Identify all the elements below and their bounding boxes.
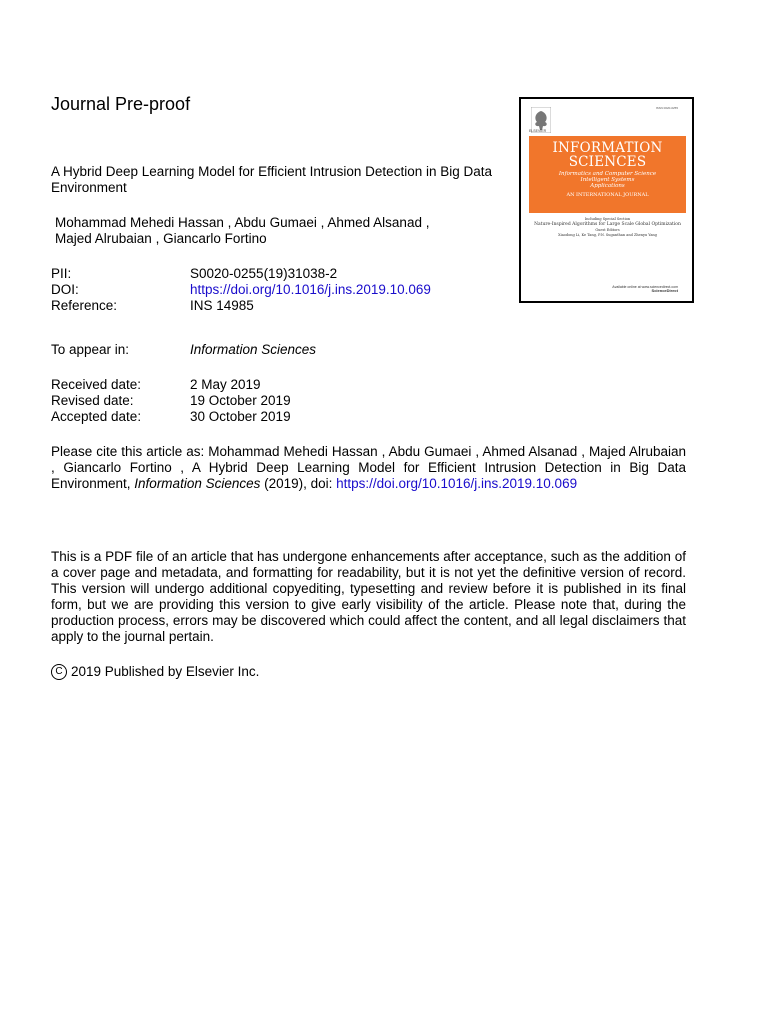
accepted-date-value: 30 October 2019 [190,409,291,424]
accepted-date-row [51,409,291,425]
received-date-value: 2 May 2019 [190,377,261,392]
revised-date-label: Revised date: [51,393,134,408]
cover-journal-title: INFORMATION SCIENCES [552,140,663,170]
received-date-row [51,377,291,393]
cover-footer [612,285,678,293]
dates-block [51,377,291,425]
doi-label: DOI: [51,282,79,297]
revised-date-row [51,393,291,409]
citation-journal: Information Sciences [134,476,261,491]
preproof-disclaimer: This is a PDF file of an article that has undergone enhancements after acceptance, such as the addition of a cover page and metadata, and formatting for readability, but it is not yet the definitive version of record. This version will undergo additional copyediting, typesetting and review before it is published in its final form, but we are providing this version to give early visibility of the article. Please note that, during the production process, errors may be discovered which could affect the content, and all legal disclaimers that apply to the journal pertain. [51,549,686,644]
author-list: Mohammad Mehedi Hassan , Abdu Gumaei , Ahmed Alsanad , Majed Alrubaian , Giancarlo Fortino [55,215,430,246]
identifiers-block [51,266,431,314]
journal-preproof-heading: Journal Pre-proof [51,94,191,114]
citation-doi-prefix: (2019), doi: [260,476,337,491]
pii-row [51,266,431,282]
cover-special-issue-title: Nature-Inspired Algorithms for Large Scale Global Optimization [534,222,681,227]
cover-publisher-logo-text: ELSEVIER [529,129,547,133]
pii-label: PII: [51,266,72,281]
cover-journal-type: AN INTERNATIONAL JOURNAL [566,192,649,198]
cover-issn: ISSN 0020-0255 [655,106,678,110]
citation-paragraph [51,444,686,492]
citation-doi-link[interactable]: https://doi.org/10.1016/j.ins.2019.10.069 [336,476,578,491]
cover-journal-subtitle: Informatics and Computer Science Intelligent Systems Applications [558,171,657,189]
pii-value: S0020-0255(19)31038-2 [190,266,338,281]
cover-footer-text: Available online at www.sciencedirect.com [612,285,678,289]
cover-guest-editors: Xiaodong Li, Ke Tang, P.N. Suganthan and Zhenyu Yang [558,233,657,237]
reference-row [51,298,431,314]
copyright-text: 2019 Published by Elsevier Inc. [71,664,260,679]
received-date-label: Received date: [51,377,142,392]
doi-row [51,282,431,298]
journal-cover-image [519,97,694,303]
reference-value: INS 14985 [190,298,254,313]
cover-guest-editors-label: Guest Editors [595,228,620,232]
copyright-icon: C [51,664,67,680]
appear-in-row [51,342,316,358]
cover-special-issue [529,217,686,238]
copyright-line [51,664,259,680]
revised-date-value: 19 October 2019 [190,393,291,408]
cover-title-band [529,136,686,213]
reference-label: Reference: [51,298,118,313]
cover-sciencedirect-brand: ScienceDirect [651,288,678,293]
citation-text: Please cite this article as: Mohammad Mehedi Hassan , Abdu Gumaei , Ahmed Alsanad , Majed Alrubaian , Giancarlo Fortino , A Hybrid Deep Learning Model for Efficient Intrusion Detection in Big Data Environment, [51,444,686,491]
accepted-date-label: Accepted date: [51,409,142,424]
appear-in-block [51,342,316,358]
appear-in-label: To appear in: [51,342,130,357]
doi-link[interactable]: https://doi.org/10.1016/j.ins.2019.10.069 [190,282,431,297]
appear-in-journal: Information Sciences [190,342,317,357]
cover-special-issue-label: Including Special Section [584,217,631,221]
article-title: A Hybrid Deep Learning Model for Efficient Intrusion Detection in Big Data Environment [51,164,492,195]
